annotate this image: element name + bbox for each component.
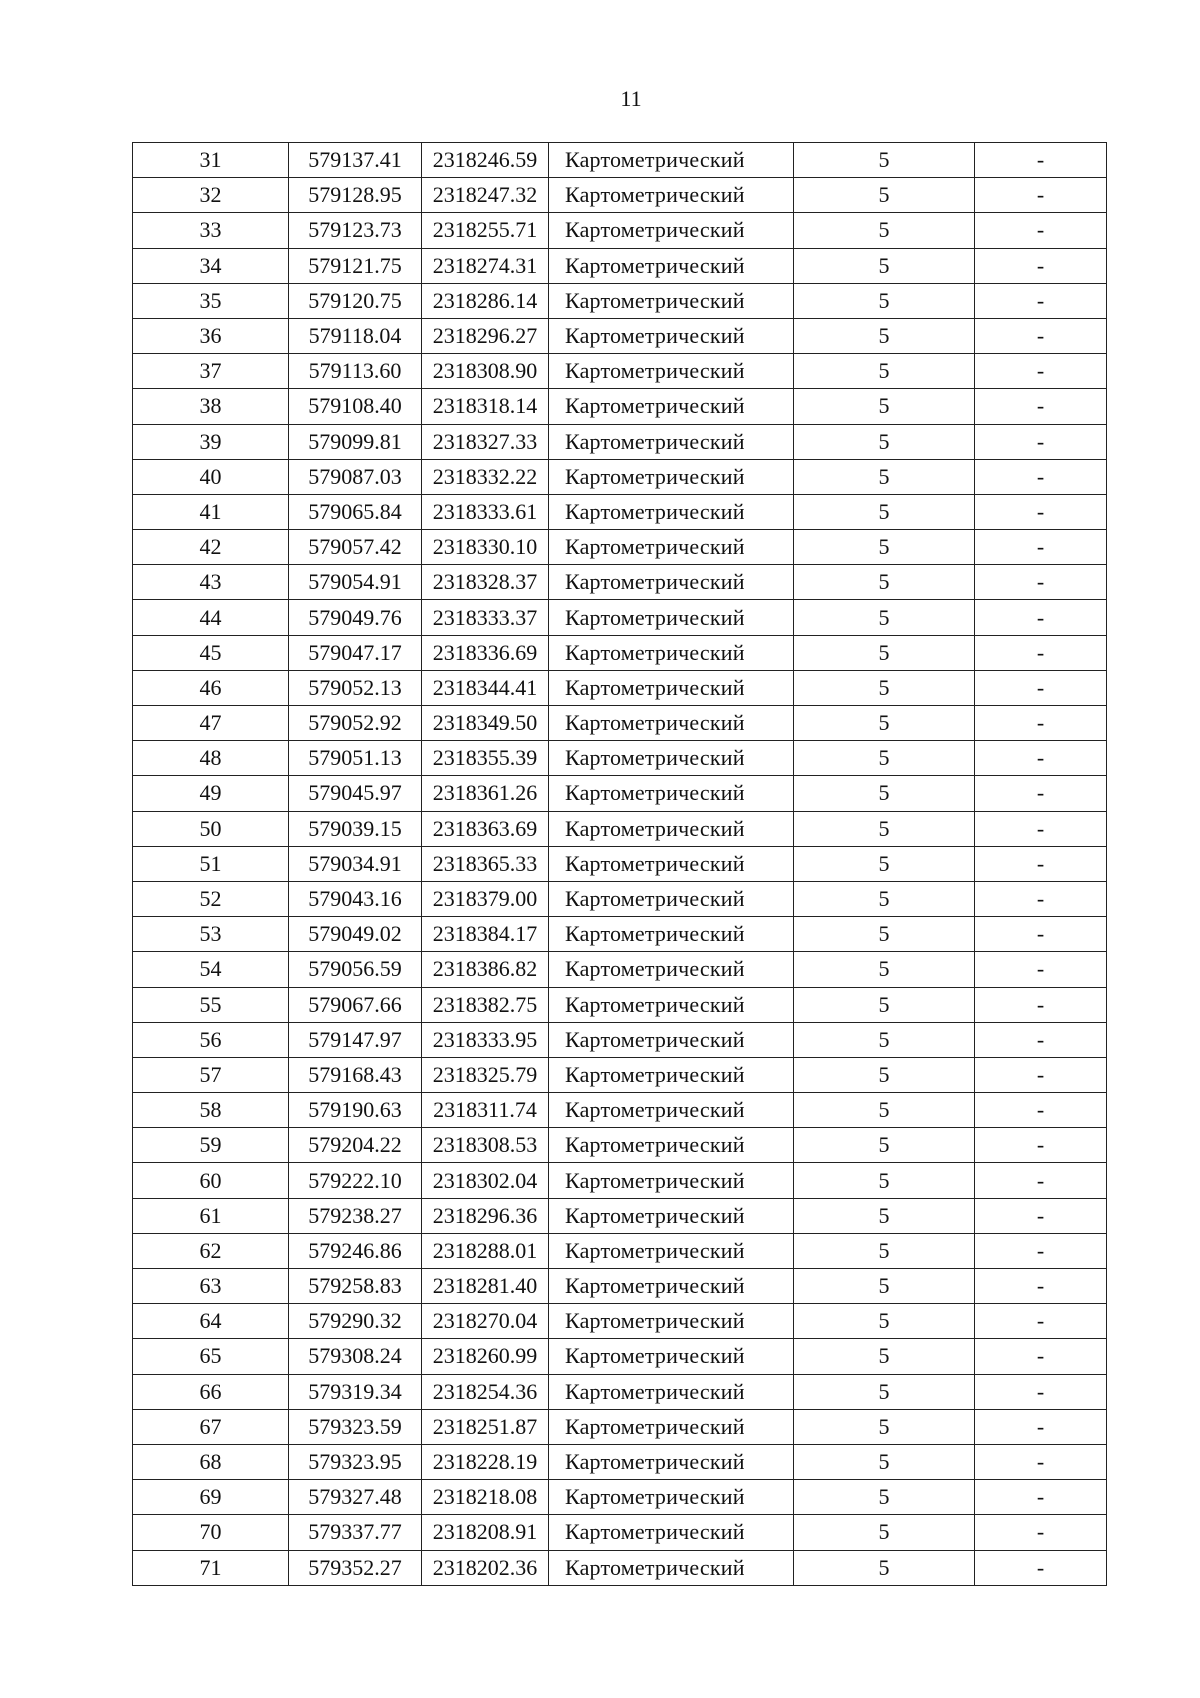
accuracy-cell: 5 (794, 318, 975, 353)
x-coordinate-cell: 579043.16 (289, 881, 422, 916)
x-coordinate-cell: 579120.75 (289, 283, 422, 318)
point-number-cell: 50 (133, 811, 289, 846)
point-number-cell: 55 (133, 987, 289, 1022)
note-cell: - (975, 846, 1107, 881)
method-cell: Картометрический (549, 1198, 794, 1233)
accuracy-cell: 5 (794, 811, 975, 846)
table-row (133, 565, 1107, 600)
accuracy-cell: 5 (794, 1304, 975, 1339)
note-cell: - (975, 1304, 1107, 1339)
table-row (133, 1128, 1107, 1163)
method-cell: Картометрический (549, 565, 794, 600)
method-cell: Картометрический (549, 1057, 794, 1092)
method-cell: Картометрический (549, 987, 794, 1022)
y-coordinate-cell: 2318286.14 (422, 283, 549, 318)
x-coordinate-cell: 579246.86 (289, 1233, 422, 1268)
method-cell: Картометрический (549, 1409, 794, 1444)
y-coordinate-cell: 2318260.99 (422, 1339, 549, 1374)
y-coordinate-cell: 2318311.74 (422, 1093, 549, 1128)
table-row (133, 811, 1107, 846)
note-cell: - (975, 213, 1107, 248)
method-cell: Картометрический (549, 530, 794, 565)
y-coordinate-cell: 2318251.87 (422, 1409, 549, 1444)
y-coordinate-cell: 2318386.82 (422, 952, 549, 987)
table-row (133, 530, 1107, 565)
x-coordinate-cell: 579045.97 (289, 776, 422, 811)
note-cell: - (975, 424, 1107, 459)
point-number-cell: 33 (133, 213, 289, 248)
y-coordinate-cell: 2318361.26 (422, 776, 549, 811)
x-coordinate-cell: 579147.97 (289, 1022, 422, 1057)
point-number-cell: 69 (133, 1480, 289, 1515)
table-row (133, 846, 1107, 881)
method-cell: Картометрический (549, 1480, 794, 1515)
method-cell: Картометрический (549, 600, 794, 635)
method-cell: Картометрический (549, 881, 794, 916)
accuracy-cell: 5 (794, 1515, 975, 1550)
table-row (133, 1022, 1107, 1057)
point-number-cell: 46 (133, 670, 289, 705)
method-cell: Картометрический (549, 213, 794, 248)
method-cell: Картометрический (549, 1093, 794, 1128)
y-coordinate-cell: 2318382.75 (422, 987, 549, 1022)
y-coordinate-cell: 2318333.61 (422, 494, 549, 529)
x-coordinate-cell: 579113.60 (289, 354, 422, 389)
note-cell: - (975, 881, 1107, 916)
x-coordinate-cell: 579051.13 (289, 741, 422, 776)
accuracy-cell: 5 (794, 283, 975, 318)
accuracy-cell: 5 (794, 741, 975, 776)
note-cell: - (975, 1093, 1107, 1128)
method-cell: Картометрический (549, 283, 794, 318)
accuracy-cell: 5 (794, 1269, 975, 1304)
x-coordinate-cell: 579067.66 (289, 987, 422, 1022)
y-coordinate-cell: 2318288.01 (422, 1233, 549, 1268)
y-coordinate-cell: 2318330.10 (422, 530, 549, 565)
note-cell: - (975, 1444, 1107, 1479)
table-row (133, 635, 1107, 670)
point-number-cell: 54 (133, 952, 289, 987)
point-number-cell: 66 (133, 1374, 289, 1409)
table-row (133, 600, 1107, 635)
accuracy-cell: 5 (794, 776, 975, 811)
method-cell: Картометрический (549, 846, 794, 881)
table-row (133, 1057, 1107, 1092)
point-number-cell: 60 (133, 1163, 289, 1198)
x-coordinate-cell: 579099.81 (289, 424, 422, 459)
point-number-cell: 63 (133, 1269, 289, 1304)
method-cell: Картометрический (549, 389, 794, 424)
accuracy-cell: 5 (794, 213, 975, 248)
y-coordinate-cell: 2318308.53 (422, 1128, 549, 1163)
y-coordinate-cell: 2318355.39 (422, 741, 549, 776)
method-cell: Картометрический (549, 248, 794, 283)
y-coordinate-cell: 2318333.95 (422, 1022, 549, 1057)
table-row (133, 706, 1107, 741)
point-number-cell: 52 (133, 881, 289, 916)
note-cell: - (975, 952, 1107, 987)
point-number-cell: 65 (133, 1339, 289, 1374)
method-cell: Картометрический (549, 1128, 794, 1163)
note-cell: - (975, 1339, 1107, 1374)
table-row (133, 494, 1107, 529)
point-number-cell: 58 (133, 1093, 289, 1128)
point-number-cell: 53 (133, 917, 289, 952)
note-cell: - (975, 318, 1107, 353)
table-row (133, 389, 1107, 424)
x-coordinate-cell: 579039.15 (289, 811, 422, 846)
note-cell: - (975, 494, 1107, 529)
accuracy-cell: 5 (794, 248, 975, 283)
y-coordinate-cell: 2318255.71 (422, 213, 549, 248)
x-coordinate-cell: 579308.24 (289, 1339, 422, 1374)
accuracy-cell: 5 (794, 530, 975, 565)
x-coordinate-cell: 579049.76 (289, 600, 422, 635)
y-coordinate-cell: 2318247.32 (422, 178, 549, 213)
point-number-cell: 56 (133, 1022, 289, 1057)
note-cell: - (975, 741, 1107, 776)
method-cell: Картометрический (549, 1269, 794, 1304)
table-row (133, 143, 1107, 178)
x-coordinate-cell: 579123.73 (289, 213, 422, 248)
y-coordinate-cell: 2318296.36 (422, 1198, 549, 1233)
method-cell: Картометрический (549, 318, 794, 353)
note-cell: - (975, 1198, 1107, 1233)
x-coordinate-cell: 579054.91 (289, 565, 422, 600)
point-number-cell: 35 (133, 283, 289, 318)
y-coordinate-cell: 2318336.69 (422, 635, 549, 670)
x-coordinate-cell: 579238.27 (289, 1198, 422, 1233)
y-coordinate-cell: 2318270.04 (422, 1304, 549, 1339)
x-coordinate-cell: 579204.22 (289, 1128, 422, 1163)
y-coordinate-cell: 2318363.69 (422, 811, 549, 846)
method-cell: Картометрический (549, 670, 794, 705)
table-row (133, 881, 1107, 916)
table-row (133, 1198, 1107, 1233)
point-number-cell: 51 (133, 846, 289, 881)
x-coordinate-cell: 579065.84 (289, 494, 422, 529)
y-coordinate-cell: 2318379.00 (422, 881, 549, 916)
table-row (133, 283, 1107, 318)
point-number-cell: 68 (133, 1444, 289, 1479)
x-coordinate-cell: 579290.32 (289, 1304, 422, 1339)
accuracy-cell: 5 (794, 706, 975, 741)
table-row (133, 1339, 1107, 1374)
note-cell: - (975, 565, 1107, 600)
accuracy-cell: 5 (794, 565, 975, 600)
point-number-cell: 38 (133, 389, 289, 424)
table-row (133, 1093, 1107, 1128)
point-number-cell: 61 (133, 1198, 289, 1233)
note-cell: - (975, 917, 1107, 952)
note-cell: - (975, 635, 1107, 670)
note-cell: - (975, 354, 1107, 389)
point-number-cell: 40 (133, 459, 289, 494)
accuracy-cell: 5 (794, 987, 975, 1022)
point-number-cell: 42 (133, 530, 289, 565)
note-cell: - (975, 1409, 1107, 1444)
point-number-cell: 44 (133, 600, 289, 635)
x-coordinate-cell: 579118.04 (289, 318, 422, 353)
point-number-cell: 62 (133, 1233, 289, 1268)
point-number-cell: 41 (133, 494, 289, 529)
note-cell: - (975, 1480, 1107, 1515)
y-coordinate-cell: 2318254.36 (422, 1374, 549, 1409)
x-coordinate-cell: 579047.17 (289, 635, 422, 670)
y-coordinate-cell: 2318208.91 (422, 1515, 549, 1550)
method-cell: Картометрический (549, 776, 794, 811)
table-row (133, 1480, 1107, 1515)
accuracy-cell: 5 (794, 952, 975, 987)
x-coordinate-cell: 579108.40 (289, 389, 422, 424)
point-number-cell: 59 (133, 1128, 289, 1163)
x-coordinate-cell: 579319.34 (289, 1374, 422, 1409)
table-row (133, 952, 1107, 987)
note-cell: - (975, 389, 1107, 424)
method-cell: Картометрический (549, 1304, 794, 1339)
accuracy-cell: 5 (794, 389, 975, 424)
accuracy-cell: 5 (794, 424, 975, 459)
x-coordinate-cell: 579049.02 (289, 917, 422, 952)
method-cell: Картометрический (549, 1163, 794, 1198)
note-cell: - (975, 459, 1107, 494)
x-coordinate-cell: 579323.59 (289, 1409, 422, 1444)
y-coordinate-cell: 2318218.08 (422, 1480, 549, 1515)
x-coordinate-cell: 579168.43 (289, 1057, 422, 1092)
point-number-cell: 48 (133, 741, 289, 776)
table-row (133, 1444, 1107, 1479)
note-cell: - (975, 1550, 1107, 1585)
method-cell: Картометрический (549, 1374, 794, 1409)
accuracy-cell: 5 (794, 354, 975, 389)
y-coordinate-cell: 2318344.41 (422, 670, 549, 705)
table-row (133, 459, 1107, 494)
y-coordinate-cell: 2318328.37 (422, 565, 549, 600)
y-coordinate-cell: 2318325.79 (422, 1057, 549, 1092)
accuracy-cell: 5 (794, 635, 975, 670)
accuracy-cell: 5 (794, 881, 975, 916)
y-coordinate-cell: 2318281.40 (422, 1269, 549, 1304)
accuracy-cell: 5 (794, 1444, 975, 1479)
method-cell: Картометрический (549, 1550, 794, 1585)
note-cell: - (975, 1269, 1107, 1304)
y-coordinate-cell: 2318384.17 (422, 917, 549, 952)
note-cell: - (975, 1233, 1107, 1268)
method-cell: Картометрический (549, 494, 794, 529)
method-cell: Картометрический (549, 811, 794, 846)
y-coordinate-cell: 2318228.19 (422, 1444, 549, 1479)
table-row (133, 1409, 1107, 1444)
accuracy-cell: 5 (794, 917, 975, 952)
point-number-cell: 49 (133, 776, 289, 811)
x-coordinate-cell: 579137.41 (289, 143, 422, 178)
accuracy-cell: 5 (794, 1057, 975, 1092)
note-cell: - (975, 1022, 1107, 1057)
y-coordinate-cell: 2318349.50 (422, 706, 549, 741)
x-coordinate-cell: 579052.13 (289, 670, 422, 705)
table-row (133, 776, 1107, 811)
x-coordinate-cell: 579327.48 (289, 1480, 422, 1515)
accuracy-cell: 5 (794, 494, 975, 529)
x-coordinate-cell: 579034.91 (289, 846, 422, 881)
note-cell: - (975, 1515, 1107, 1550)
note-cell: - (975, 1374, 1107, 1409)
point-number-cell: 32 (133, 178, 289, 213)
table-row (133, 1304, 1107, 1339)
x-coordinate-cell: 579056.59 (289, 952, 422, 987)
note-cell: - (975, 1163, 1107, 1198)
accuracy-cell: 5 (794, 143, 975, 178)
note-cell: - (975, 248, 1107, 283)
point-number-cell: 45 (133, 635, 289, 670)
method-cell: Картометрический (549, 952, 794, 987)
method-cell: Картометрический (549, 706, 794, 741)
point-number-cell: 57 (133, 1057, 289, 1092)
y-coordinate-cell: 2318327.33 (422, 424, 549, 459)
x-coordinate-cell: 579057.42 (289, 530, 422, 565)
point-number-cell: 36 (133, 318, 289, 353)
x-coordinate-cell: 579052.92 (289, 706, 422, 741)
x-coordinate-cell: 579121.75 (289, 248, 422, 283)
method-cell: Картометрический (549, 741, 794, 776)
y-coordinate-cell: 2318302.04 (422, 1163, 549, 1198)
x-coordinate-cell: 579258.83 (289, 1269, 422, 1304)
method-cell: Картометрический (549, 1515, 794, 1550)
note-cell: - (975, 600, 1107, 635)
table-row (133, 670, 1107, 705)
note-cell: - (975, 1057, 1107, 1092)
table-row (133, 1163, 1107, 1198)
accuracy-cell: 5 (794, 1022, 975, 1057)
y-coordinate-cell: 2318332.22 (422, 459, 549, 494)
point-number-cell: 47 (133, 706, 289, 741)
accuracy-cell: 5 (794, 1480, 975, 1515)
point-number-cell: 37 (133, 354, 289, 389)
x-coordinate-cell: 579190.63 (289, 1093, 422, 1128)
y-coordinate-cell: 2318296.27 (422, 318, 549, 353)
method-cell: Картометрический (549, 459, 794, 494)
table-row (133, 1374, 1107, 1409)
method-cell: Картометрический (549, 1339, 794, 1374)
table-row (133, 248, 1107, 283)
x-coordinate-cell: 579352.27 (289, 1550, 422, 1585)
y-coordinate-cell: 2318308.90 (422, 354, 549, 389)
note-cell: - (975, 670, 1107, 705)
note-cell: - (975, 1128, 1107, 1163)
point-number-cell: 70 (133, 1515, 289, 1550)
accuracy-cell: 5 (794, 459, 975, 494)
method-cell: Картометрический (549, 354, 794, 389)
table-row (133, 1550, 1107, 1585)
note-cell: - (975, 706, 1107, 741)
note-cell: - (975, 776, 1107, 811)
table-row (133, 1269, 1107, 1304)
point-number-cell: 43 (133, 565, 289, 600)
accuracy-cell: 5 (794, 1339, 975, 1374)
x-coordinate-cell: 579222.10 (289, 1163, 422, 1198)
table-row (133, 741, 1107, 776)
note-cell: - (975, 178, 1107, 213)
table-row (133, 178, 1107, 213)
accuracy-cell: 5 (794, 1163, 975, 1198)
x-coordinate-cell: 579128.95 (289, 178, 422, 213)
accuracy-cell: 5 (794, 1550, 975, 1585)
accuracy-cell: 5 (794, 1198, 975, 1233)
table-row (133, 987, 1107, 1022)
accuracy-cell: 5 (794, 1128, 975, 1163)
table-row (133, 1233, 1107, 1268)
accuracy-cell: 5 (794, 670, 975, 705)
accuracy-cell: 5 (794, 178, 975, 213)
point-number-cell: 67 (133, 1409, 289, 1444)
table-row (133, 354, 1107, 389)
note-cell: - (975, 987, 1107, 1022)
table-row (133, 1515, 1107, 1550)
method-cell: Картометрический (549, 1233, 794, 1268)
accuracy-cell: 5 (794, 600, 975, 635)
coordinates-table (132, 142, 1107, 1586)
table-row (133, 917, 1107, 952)
accuracy-cell: 5 (794, 1374, 975, 1409)
accuracy-cell: 5 (794, 846, 975, 881)
point-number-cell: 64 (133, 1304, 289, 1339)
table-row (133, 424, 1107, 459)
method-cell: Картометрический (549, 1022, 794, 1057)
accuracy-cell: 5 (794, 1409, 975, 1444)
y-coordinate-cell: 2318246.59 (422, 143, 549, 178)
method-cell: Картометрический (549, 424, 794, 459)
page-number: 11 (620, 86, 642, 111)
note-cell: - (975, 530, 1107, 565)
x-coordinate-cell: 579323.95 (289, 1444, 422, 1479)
note-cell: - (975, 143, 1107, 178)
accuracy-cell: 5 (794, 1233, 975, 1268)
method-cell: Картометрический (549, 143, 794, 178)
method-cell: Картометрический (549, 635, 794, 670)
table-row (133, 213, 1107, 248)
method-cell: Картометрический (549, 1444, 794, 1479)
point-number-cell: 31 (133, 143, 289, 178)
y-coordinate-cell: 2318333.37 (422, 600, 549, 635)
x-coordinate-cell: 579087.03 (289, 459, 422, 494)
accuracy-cell: 5 (794, 1093, 975, 1128)
x-coordinate-cell: 579337.77 (289, 1515, 422, 1550)
point-number-cell: 34 (133, 248, 289, 283)
y-coordinate-cell: 2318274.31 (422, 248, 549, 283)
note-cell: - (975, 283, 1107, 318)
y-coordinate-cell: 2318318.14 (422, 389, 549, 424)
table-row (133, 318, 1107, 353)
method-cell: Картометрический (549, 917, 794, 952)
y-coordinate-cell: 2318202.36 (422, 1550, 549, 1585)
point-number-cell: 39 (133, 424, 289, 459)
y-coordinate-cell: 2318365.33 (422, 846, 549, 881)
table-body (133, 143, 1107, 1586)
note-cell: - (975, 811, 1107, 846)
point-number-cell: 71 (133, 1550, 289, 1585)
method-cell: Картометрический (549, 178, 794, 213)
